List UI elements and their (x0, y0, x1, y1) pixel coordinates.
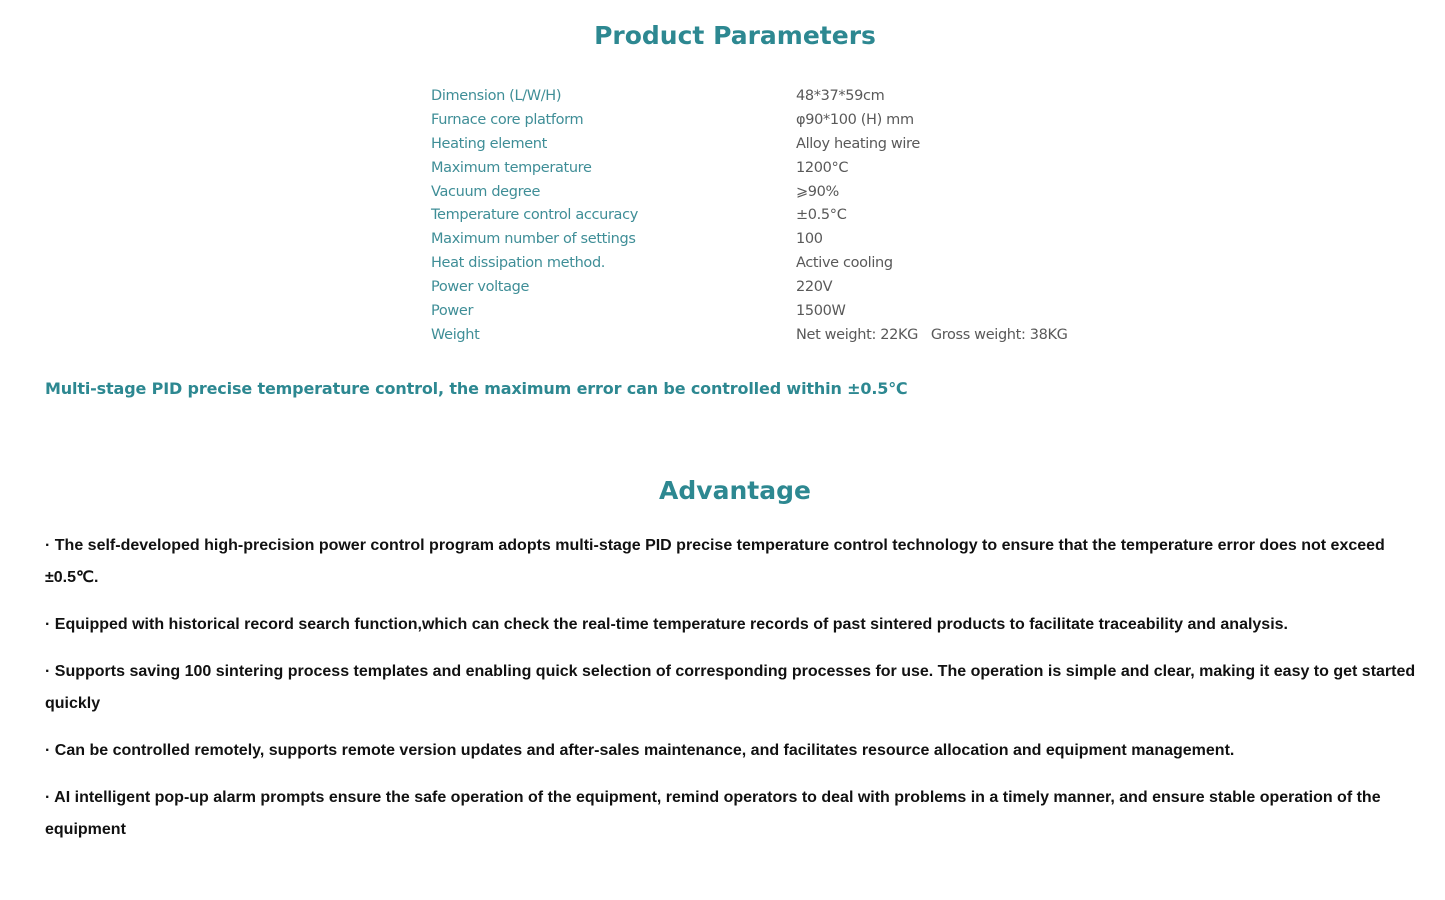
parameter-row (431, 227, 1131, 251)
parameter-row (431, 275, 1131, 299)
parameter-row (431, 180, 1131, 204)
product-parameters-title: Product Parameters (594, 21, 876, 50)
parameter-value: 1200°C (796, 159, 849, 176)
parameter-value: 48*37*59cm (796, 87, 885, 104)
parameter-value: Net weight: 22KG Gross weight: 38KG (796, 326, 1068, 343)
parameter-value: 220V (796, 279, 833, 296)
parameters-table (431, 84, 1131, 347)
advantage-item: · AI intelligent pop-up alarm prompts ensure the safe operation of the equipment, remind operators to deal with problems in a timely manner, and ensure stable operation of the equipment (45, 789, 1381, 838)
parameter-label: Maximum temperature (431, 159, 592, 176)
parameter-row (431, 299, 1131, 323)
parameter-label: Dimension (L/W/H) (431, 87, 562, 104)
temperature-control-highlight: Multi-stage PID precise temperature control, the maximum error can be controlled within ±0.5℃ (45, 379, 908, 398)
advantage-item: · The self-developed high-precision power control program adopts multi-stage PID precise temperature control technology to ensure that the temperature error does not exceed ±0.5℃. (45, 537, 1385, 586)
parameter-label: Temperature control accuracy (431, 207, 638, 224)
parameter-value: Active cooling (796, 255, 893, 272)
advantage-item: · Can be controlled remotely, supports remote version updates and after-sales maintenance, and facilitates resource allocation and equipment management. (45, 742, 1235, 759)
advantage-item: · Equipped with historical record search function,which can check the real-time temperature records of past sintered products to facilitate traceability and analysis. (45, 616, 1288, 633)
advantage-item: · Supports saving 100 sintering process templates and enabling quick selection of corresponding processes for use. The operation is simple and clear, making it easy to get started quickly (45, 663, 1416, 712)
parameter-value: φ90*100 (H) mm (796, 111, 914, 128)
parameter-label: Furnace core platform (431, 111, 584, 128)
parameter-label: Heat dissipation method. (431, 255, 606, 272)
parameter-row (431, 108, 1131, 132)
parameter-label: Power voltage (431, 279, 530, 296)
parameter-value: 1500W (796, 302, 846, 319)
parameter-value: Alloy heating wire (796, 135, 920, 152)
parameter-row (431, 132, 1131, 156)
parameter-label: Power (431, 302, 474, 319)
parameter-row (431, 84, 1131, 108)
parameter-label: Vacuum degree (431, 183, 541, 200)
parameter-label: Heating element (431, 135, 547, 152)
parameter-label: Maximum number of settings (431, 231, 636, 248)
parameter-row (431, 251, 1131, 275)
parameter-row (431, 323, 1131, 347)
parameter-value: ±0.5°C (796, 207, 847, 224)
parameter-value: ⩾90% (796, 183, 839, 200)
advantage-list (45, 530, 1430, 861)
parameter-value: 100 (796, 231, 823, 248)
advantage-title: Advantage (659, 476, 811, 505)
parameter-row (431, 203, 1131, 227)
parameter-row (431, 156, 1131, 180)
parameter-label: Weight (431, 326, 480, 343)
